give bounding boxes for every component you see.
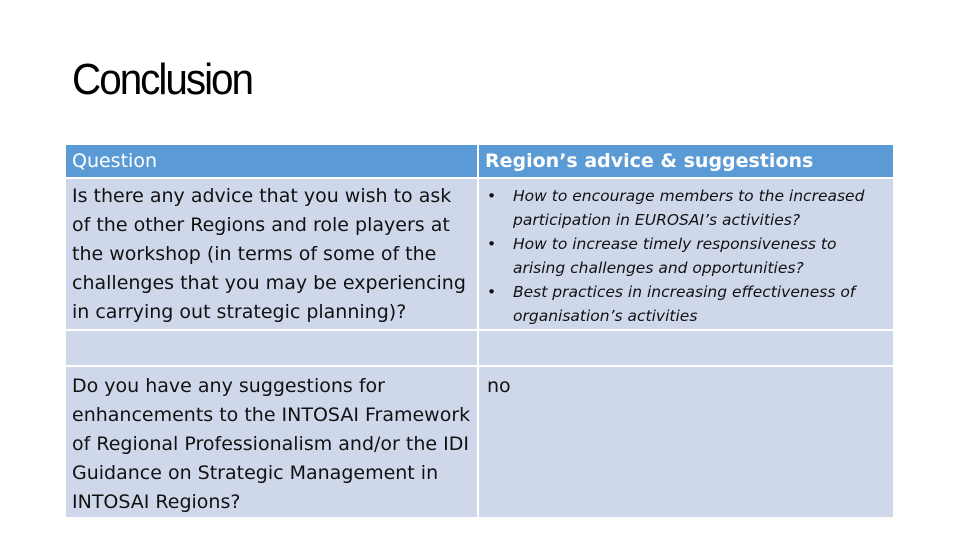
table-header-row [66,145,893,179]
row3-advice: no [479,367,893,519]
slide-title: Conclusion [72,55,253,104]
list-item: • How to encourage members to the increased participation in EUROSAI’s activities? [487,184,889,232]
table-row [66,179,893,331]
table-row [66,367,893,519]
row1-question: Is there any advice that you wish to ask of the other Regions and role players at the workshop (in terms of some of the challenges that you may be experiencing in carrying out strategic planning)? [66,179,479,331]
bullet-icon: • [487,187,497,205]
header-question: Question [66,145,479,179]
conclusion-table [66,145,893,519]
advice-list [479,179,893,328]
list-item: • Best practices in increasing effectiveness of organisation’s activities [487,280,889,328]
row1-advice [479,179,893,331]
row3-question: Do you have any suggestions for enhancements to the INTOSAI Framework of Regional Professionalism and/or the IDI Guidance on Strategic Management in INTOSAI Regions? [66,367,479,519]
list-item: • How to increase timely responsiveness to arising challenges and opportunities? [487,232,889,280]
bullet-icon: • [487,235,497,253]
table-row [66,331,893,367]
header-advice: Region’s advice & suggestions [479,145,893,179]
bullet-icon: • [487,283,497,301]
row2-advice [479,331,893,367]
row2-question [66,331,479,367]
